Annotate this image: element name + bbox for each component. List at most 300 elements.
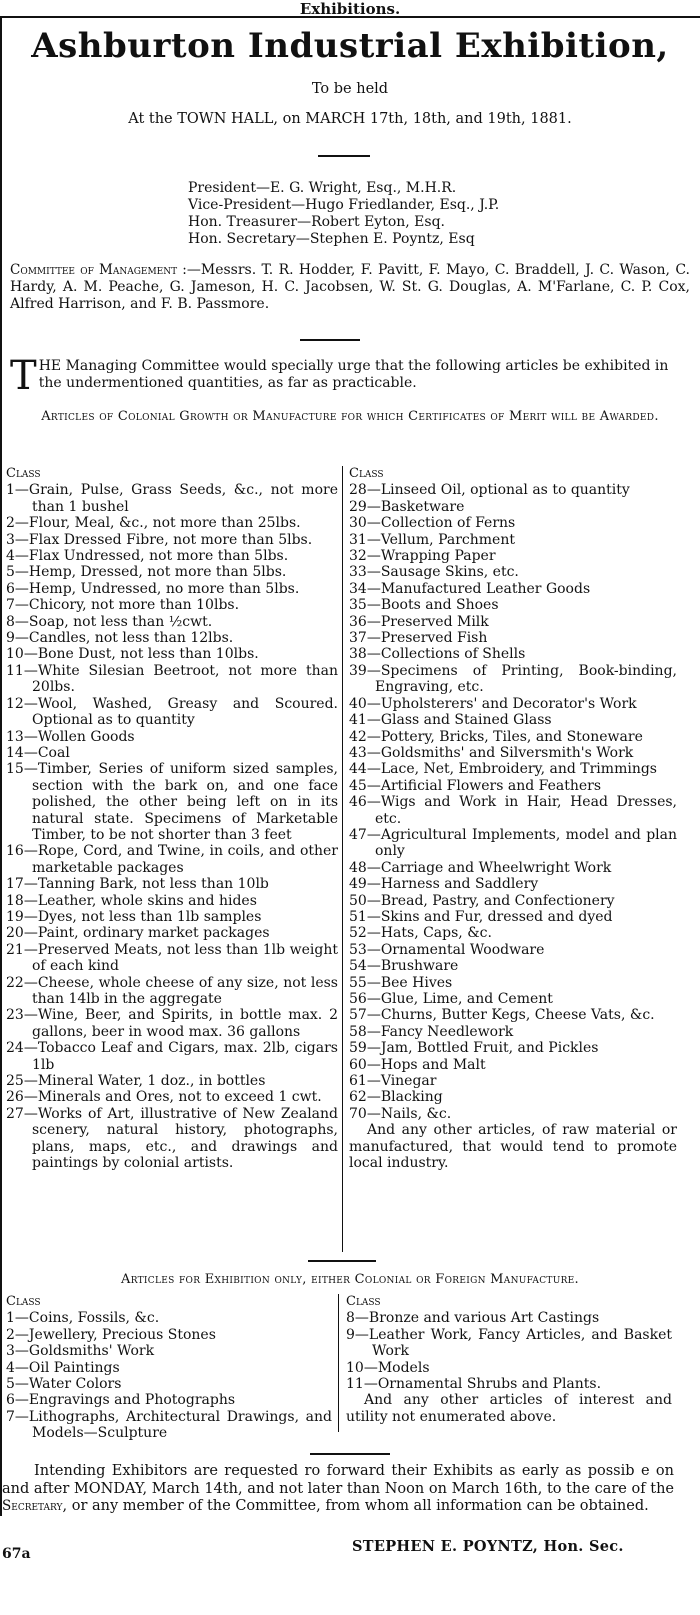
class-dash: —	[14, 1392, 29, 1409]
class-item	[349, 909, 677, 925]
class-number: 62	[349, 1089, 367, 1106]
class-dash: —	[14, 515, 29, 532]
class-dash: —	[366, 712, 381, 729]
class-number: 27	[6, 1105, 24, 1122]
class-number: 38	[349, 646, 367, 663]
merit-heading: Articles of Colonial Growth or Manufacture for which Certificates of Merit will be Awarded.	[41, 409, 659, 424]
intro-paragraph	[10, 353, 690, 399]
class-number: 7	[6, 1408, 15, 1425]
class-text: Tanning Bark, not less than 10lb	[37, 876, 269, 893]
committee-paragraph	[10, 262, 690, 313]
class-number: 6	[6, 1392, 15, 1409]
class-dash: —	[366, 531, 381, 548]
column-divider-2	[338, 1294, 339, 1432]
class-text: Artificial Flowers and Feathers	[380, 777, 602, 794]
class-item	[349, 745, 677, 761]
class-dash: —	[366, 646, 381, 663]
class-dash: —	[366, 859, 381, 876]
class-text: Bee Hives	[380, 974, 453, 991]
class-dash: —	[14, 613, 29, 630]
class-dash: —	[366, 777, 381, 794]
class-dash: —	[366, 548, 381, 565]
class-number: 53	[349, 941, 367, 958]
class-number: 37	[349, 630, 367, 647]
class-text: Bread, Pastry, and Confectionery	[380, 892, 615, 909]
class-number: 1	[6, 1310, 15, 1327]
class-dash: —	[14, 1408, 29, 1425]
class-text: Vinegar	[380, 1073, 437, 1090]
class-text: Leather Work, Fancy Articles, and Basket Work	[368, 1326, 672, 1360]
class-item	[349, 794, 677, 827]
class-item	[349, 482, 677, 498]
class-dash: —	[366, 1056, 381, 1073]
class-text: Soap, not less than ½cwt.	[28, 613, 213, 630]
class-text: Wigs and Work in Hair, Head Dresses, etc.	[375, 794, 677, 827]
class-number: 29	[349, 498, 367, 515]
class-item	[6, 663, 338, 696]
class-number: 4	[6, 548, 15, 565]
class-item	[6, 893, 338, 909]
class-number: 22	[6, 974, 24, 991]
class-header: Class	[6, 466, 41, 481]
class-dash: —	[366, 597, 381, 614]
class-text: Engravings and Photographs	[28, 1392, 236, 1409]
class-item	[349, 827, 677, 860]
class-dash: —	[23, 1007, 38, 1024]
class-number: 5	[6, 564, 15, 581]
class-number: 15	[6, 761, 24, 778]
class-item	[349, 663, 677, 696]
class-text: Flax Dressed Fibre, not more than 5lbs.	[28, 531, 313, 548]
class-number: 16	[6, 843, 24, 860]
exh-right-items	[346, 1310, 672, 1392]
class-dash: —	[23, 646, 38, 663]
class-item	[349, 893, 677, 909]
class-number: 1	[6, 482, 15, 499]
class-dash: —	[23, 662, 38, 679]
class-item	[6, 1376, 332, 1392]
class-text: Dyes, not less than 1lb samples	[37, 908, 262, 925]
class-number: 2	[6, 1326, 15, 1343]
class-text: Blacking	[380, 1089, 443, 1106]
left-border-rule	[0, 16, 2, 1516]
class-number: 18	[6, 892, 24, 909]
class-item	[6, 482, 338, 515]
class-text: Glue, Lime, and Cement	[380, 991, 553, 1007]
class-dash: —	[14, 1310, 29, 1327]
class-item	[6, 696, 338, 729]
class-number: 2	[6, 515, 15, 532]
class-number: 47	[349, 826, 367, 843]
class-item	[6, 1106, 338, 1172]
class-number: 21	[6, 941, 24, 958]
class-dash: —	[23, 761, 38, 778]
officer-treasurer: Hon. Treasurer—Robert Eyton, Esq.	[188, 214, 445, 230]
footer-text-a: Intending Exhibitors are requested ro forward their Exhibits as early as possib e on and after MONDAY, March 14th, and not later than Noon on March 16th, to the care of the	[2, 1463, 674, 1497]
class-dash: —	[23, 876, 38, 893]
class-text: Brushware	[380, 958, 459, 975]
class-number: 40	[349, 695, 367, 712]
class-item	[349, 1089, 677, 1105]
class-text: Wine, Beer, and Spirits, in bottle max. 2 gallons, beer in wood max. 36 gallons	[32, 1007, 338, 1040]
class-text: Bronze and various Art Castings	[368, 1310, 600, 1327]
class-dash: —	[366, 662, 381, 679]
class-item	[6, 843, 338, 876]
class-number: 19	[6, 908, 24, 925]
class-text: Glass and Stained Glass	[380, 712, 552, 729]
class-number: 51	[349, 908, 367, 925]
venue-line: At the TOWN HALL, on MARCH 17th, 18th, and 19th, 1881.	[128, 111, 572, 127]
class-item	[349, 630, 677, 646]
class-dash: —	[14, 531, 29, 548]
class-number: 60	[349, 1056, 367, 1073]
class-dash: —	[366, 482, 381, 499]
class-number: 58	[349, 1023, 367, 1040]
exhibition-list-left	[6, 1294, 332, 1442]
class-dash: —	[366, 958, 381, 975]
class-text: Cheese, whole cheese of any size, not less than 14lb in the aggregate	[32, 974, 338, 1007]
class-dash: —	[366, 695, 381, 712]
class-dash: —	[366, 925, 381, 942]
class-number: 35	[349, 597, 367, 614]
class-number: 24	[6, 1040, 24, 1057]
class-text: Fancy Needlework	[380, 1023, 514, 1040]
class-text: Chicory, not more than 10lbs.	[28, 597, 240, 614]
class-dash: —	[363, 1359, 378, 1376]
class-text: Bone Dust, not less than 10lbs.	[37, 646, 259, 663]
class-dash: —	[14, 597, 29, 614]
class-number: 42	[349, 728, 367, 745]
class-text: Leather, whole skins and hides	[37, 892, 257, 909]
subtitle: To be held	[311, 81, 389, 97]
class-text: Nails, &c.	[380, 1105, 452, 1122]
class-number: 70	[349, 1105, 367, 1122]
divider-short	[318, 155, 370, 157]
class-item	[6, 597, 338, 613]
class-item	[349, 614, 677, 630]
class-text: Preserved Meats, not less than 1lb weight of each kind	[32, 941, 338, 975]
class-item	[6, 1327, 332, 1343]
class-item	[6, 646, 338, 662]
class-item	[6, 548, 338, 564]
class-item	[6, 1392, 332, 1408]
class-item	[349, 1024, 677, 1040]
class-text: Hemp, Undressed, no more than 5lbs.	[28, 580, 300, 597]
class-dash: —	[23, 1089, 38, 1106]
class-dash: —	[366, 580, 381, 597]
class-item	[349, 712, 677, 728]
class-number: 5	[6, 1376, 15, 1393]
committee-label: Committee of Management :	[10, 262, 187, 278]
class-item	[349, 729, 677, 745]
exhibition-heading: Articles for Exhibition only, either Colonial or Foreign Manufacture.	[121, 1272, 579, 1287]
class-text: Hats, Caps, &c.	[380, 925, 492, 942]
class-item	[349, 548, 677, 564]
class-number: 14	[6, 744, 24, 761]
class-dash: —	[14, 482, 29, 499]
class-number: 52	[349, 925, 367, 942]
class-number: 49	[349, 876, 367, 893]
class-header: Class	[349, 466, 384, 481]
class-dash: —	[23, 925, 38, 942]
class-number: 32	[349, 548, 367, 565]
class-text: Wrapping Paper	[380, 548, 496, 565]
exh-right-tail: And any other articles of interest and utility not enumerated above.	[346, 1392, 672, 1425]
class-dash: —	[23, 941, 38, 958]
class-dash: —	[366, 761, 381, 778]
class-number: 8	[346, 1310, 355, 1327]
class-text: Mineral Water, 1 doz., in bottles	[37, 1073, 266, 1090]
class-number: 36	[349, 613, 367, 630]
class-dash: —	[366, 515, 381, 532]
class-dash: —	[23, 908, 38, 925]
class-number: 54	[349, 958, 367, 975]
class-number: 44	[349, 761, 367, 778]
class-number: 48	[349, 859, 367, 876]
class-dash: —	[14, 630, 29, 647]
signature: STEPHEN E. POYNTZ, Hon. Sec.	[352, 1538, 624, 1555]
footer-paragraph	[2, 1463, 674, 1516]
class-number: 20	[6, 925, 24, 942]
class-number: 9	[346, 1326, 355, 1343]
class-dash: —	[354, 1310, 369, 1327]
class-item	[6, 532, 338, 548]
class-text: Rope, Cord, and Twine, in coils, and other marketable packages	[32, 843, 338, 876]
class-number: 9	[6, 630, 15, 647]
class-number: 50	[349, 892, 367, 909]
class-text: Preserved Fish	[380, 630, 488, 647]
class-item	[349, 581, 677, 597]
class-item	[6, 1310, 332, 1326]
divider-committee	[300, 339, 360, 341]
exhibition-list-right	[346, 1294, 672, 1425]
class-dash: —	[23, 1105, 38, 1122]
class-dash: —	[366, 876, 381, 893]
class-text: Linseed Oil, optional as to quantity	[380, 482, 630, 499]
class-number: 45	[349, 777, 367, 794]
class-number: 6	[6, 580, 15, 597]
officer-vice-president: Vice-President—Hugo Friedlander, Esq., J.P.	[188, 197, 500, 213]
dropcap: T	[10, 353, 37, 399]
class-text: Works of Art, illustrative of New Zealand scenery, natural history, photographs, plans, maps, etc., and drawings and paintings by colonial artists.	[32, 1105, 338, 1172]
class-item	[349, 876, 677, 892]
class-text: Specimens of Printing, Book-binding, Engraving, etc.	[375, 662, 677, 696]
class-text: Sausage Skins, etc.	[380, 564, 519, 581]
class-header: Class	[346, 1294, 381, 1309]
class-text: Carriage and Wheelwright Work	[380, 859, 612, 876]
class-number: 25	[6, 1073, 24, 1090]
class-text: Ornamental Shrubs and Plants.	[377, 1376, 602, 1393]
officers-list	[188, 180, 499, 248]
class-dash: —	[366, 794, 381, 811]
class-text: Skins and Fur, dressed and dyed	[380, 908, 613, 925]
class-dash: —	[23, 974, 38, 991]
merit-right-tail: And any other articles, of raw material or manufactured, that would tend to promote local industry.	[349, 1122, 677, 1172]
class-dash: —	[23, 1073, 38, 1090]
class-text: Hops and Malt	[380, 1056, 486, 1073]
class-dash: —	[23, 744, 38, 761]
class-dash: —	[14, 1376, 29, 1393]
class-text: Coal	[37, 744, 70, 761]
class-text: Flax Undressed, not more than 5lbs.	[28, 548, 289, 565]
class-number: 8	[6, 613, 15, 630]
class-text: Oil Paintings	[28, 1359, 120, 1376]
class-number: 28	[349, 482, 367, 499]
class-dash: —	[363, 1376, 378, 1393]
class-dash: —	[14, 1343, 29, 1360]
merit-list-right	[349, 466, 677, 1171]
class-dash: —	[366, 1073, 381, 1090]
class-text: Jam, Bottled Fruit, and Pickles	[380, 1040, 599, 1057]
class-item	[349, 499, 677, 515]
class-dash: —	[14, 548, 29, 565]
class-item	[349, 1007, 677, 1023]
exhibition-title: Ashburton Industrial Exhibition,	[31, 26, 669, 66]
class-text: Lace, Net, Embroidery, and Trimmings	[380, 761, 657, 778]
class-text: Manufactured Leather Goods	[380, 580, 591, 597]
class-item	[349, 1073, 677, 1089]
class-number: 39	[349, 662, 367, 679]
class-item	[349, 646, 677, 662]
class-dash: —	[366, 1089, 381, 1106]
exh-left-items	[6, 1310, 332, 1441]
class-item	[349, 942, 677, 958]
class-text: Water Colors	[28, 1376, 122, 1393]
class-item	[349, 1106, 677, 1122]
class-text: Goldsmiths' Work	[28, 1343, 155, 1360]
class-header: Class	[6, 1294, 41, 1309]
class-item	[6, 1073, 338, 1089]
class-item	[349, 532, 677, 548]
class-item	[349, 778, 677, 794]
divider-footer	[310, 1453, 390, 1455]
class-text: Paint, ordinary market packages	[37, 925, 270, 942]
class-item	[6, 975, 338, 1008]
class-number: 10	[6, 646, 24, 663]
class-dash: —	[366, 1105, 381, 1122]
class-item	[6, 515, 338, 531]
class-number: 17	[6, 876, 24, 893]
class-dash: —	[14, 564, 29, 581]
divider-exhibition	[308, 1260, 376, 1262]
class-number: 55	[349, 974, 367, 991]
class-item	[6, 630, 338, 646]
class-dash: —	[14, 580, 29, 597]
class-item	[6, 909, 338, 925]
class-dash: —	[23, 892, 38, 909]
class-number: 3	[6, 1343, 15, 1360]
class-text: Ornamental Woodware	[380, 941, 545, 958]
class-item	[6, 925, 338, 941]
class-item	[6, 876, 338, 892]
class-number: 33	[349, 564, 367, 581]
class-text: Jewellery, Precious Stones	[28, 1326, 216, 1343]
class-text: Pottery, Bricks, Tiles, and Stoneware	[380, 728, 643, 745]
class-item	[349, 991, 677, 1007]
class-number: 31	[349, 531, 367, 548]
intro-text: HE Managing Committee would specially urge that the following articles be exhibited in the undermentioned quantities, as far as practicable.	[38, 358, 669, 391]
class-text: Hemp, Dressed, not more than 5lbs.	[28, 564, 287, 581]
class-text: Agricultural Implements, model and plan only	[375, 826, 677, 860]
class-item	[349, 564, 677, 580]
class-text: Collection of Ferns	[380, 515, 516, 532]
class-item	[6, 745, 338, 761]
class-number: 12	[6, 695, 24, 712]
class-dash: —	[23, 695, 38, 712]
class-number: 23	[6, 1007, 24, 1024]
class-number: 56	[349, 991, 367, 1007]
class-item	[6, 1089, 338, 1105]
class-text: Timber, Series of uniform sized samples, section with the bark on, and one face polished, the other being left on in its natural state. Specimens of Marketable Timber, to be not shorter than 3 feet	[32, 761, 338, 843]
class-number: 57	[349, 1007, 367, 1024]
class-text: Goldsmiths' and Silversmith's Work	[380, 744, 634, 761]
class-item	[6, 761, 338, 843]
class-text: Lithographs, Architectural Drawings, and Models—Sculpture	[28, 1408, 332, 1442]
class-item	[349, 1040, 677, 1056]
footer-text-b: , or any member of the Committee, from whom all information can be obtained.	[62, 1498, 649, 1514]
class-dash: —	[366, 744, 381, 761]
class-item	[346, 1310, 672, 1326]
class-dash: —	[366, 1040, 381, 1057]
class-number: 11	[6, 662, 24, 679]
class-dash: —	[366, 564, 381, 581]
class-text: Basketware	[380, 498, 465, 515]
footer-secretary: Secretary	[2, 1498, 63, 1514]
class-dash: —	[14, 1359, 29, 1376]
class-item	[6, 729, 338, 745]
class-text: Grain, Pulse, Grass Seeds, &c., not more than 1 bushel	[28, 482, 338, 515]
class-number: 46	[349, 794, 367, 811]
merit-right-items	[349, 482, 677, 1122]
class-item	[346, 1376, 672, 1392]
class-item	[6, 564, 338, 580]
merit-list-left	[6, 466, 338, 1171]
class-dash: —	[366, 892, 381, 909]
class-item	[346, 1360, 672, 1376]
class-item	[349, 975, 677, 991]
class-dash: —	[23, 1040, 38, 1057]
merit-left-items	[6, 482, 338, 1171]
class-text: Minerals and Ores, not to exceed 1 cwt.	[37, 1089, 322, 1106]
class-number: 41	[349, 712, 367, 729]
class-item	[6, 614, 338, 630]
class-dash: —	[366, 728, 381, 745]
class-number: 7	[6, 597, 15, 614]
class-item	[6, 581, 338, 597]
class-text: Wollen Goods	[37, 728, 135, 745]
class-number: 61	[349, 1073, 367, 1090]
class-number: 11	[346, 1376, 364, 1393]
class-item	[349, 1057, 677, 1073]
class-text: Coins, Fossils, &c.	[28, 1310, 160, 1327]
class-item	[349, 696, 677, 712]
class-dash: —	[366, 826, 381, 843]
class-item	[6, 1007, 338, 1040]
class-text: Churns, Butter Kegs, Cheese Vats, &c.	[380, 1007, 655, 1024]
class-text: Preserved Milk	[380, 613, 489, 630]
class-item	[349, 925, 677, 941]
class-item	[349, 761, 677, 777]
class-dash: —	[14, 1326, 29, 1343]
class-item	[6, 1360, 332, 1376]
class-item	[349, 958, 677, 974]
committee-members: —Messrs. T. R. Hodder, F. Pavitt, F. Mayo, C. Braddell, J. C. Wason, C. Hardy, A. M. Peache, G. Jameson, H. C. Jacobsen, W. St. G. Douglas, A. M'Farlane, C. P. Cox, Alfred Harrison, and F. B. Passmore.	[10, 262, 690, 312]
class-text: Harness and Saddlery	[380, 876, 539, 893]
class-dash: —	[23, 728, 38, 745]
class-text: White Silesian Beetroot, not more than 20lbs.	[32, 662, 338, 696]
class-number: 10	[346, 1359, 364, 1376]
class-dash: —	[366, 908, 381, 925]
